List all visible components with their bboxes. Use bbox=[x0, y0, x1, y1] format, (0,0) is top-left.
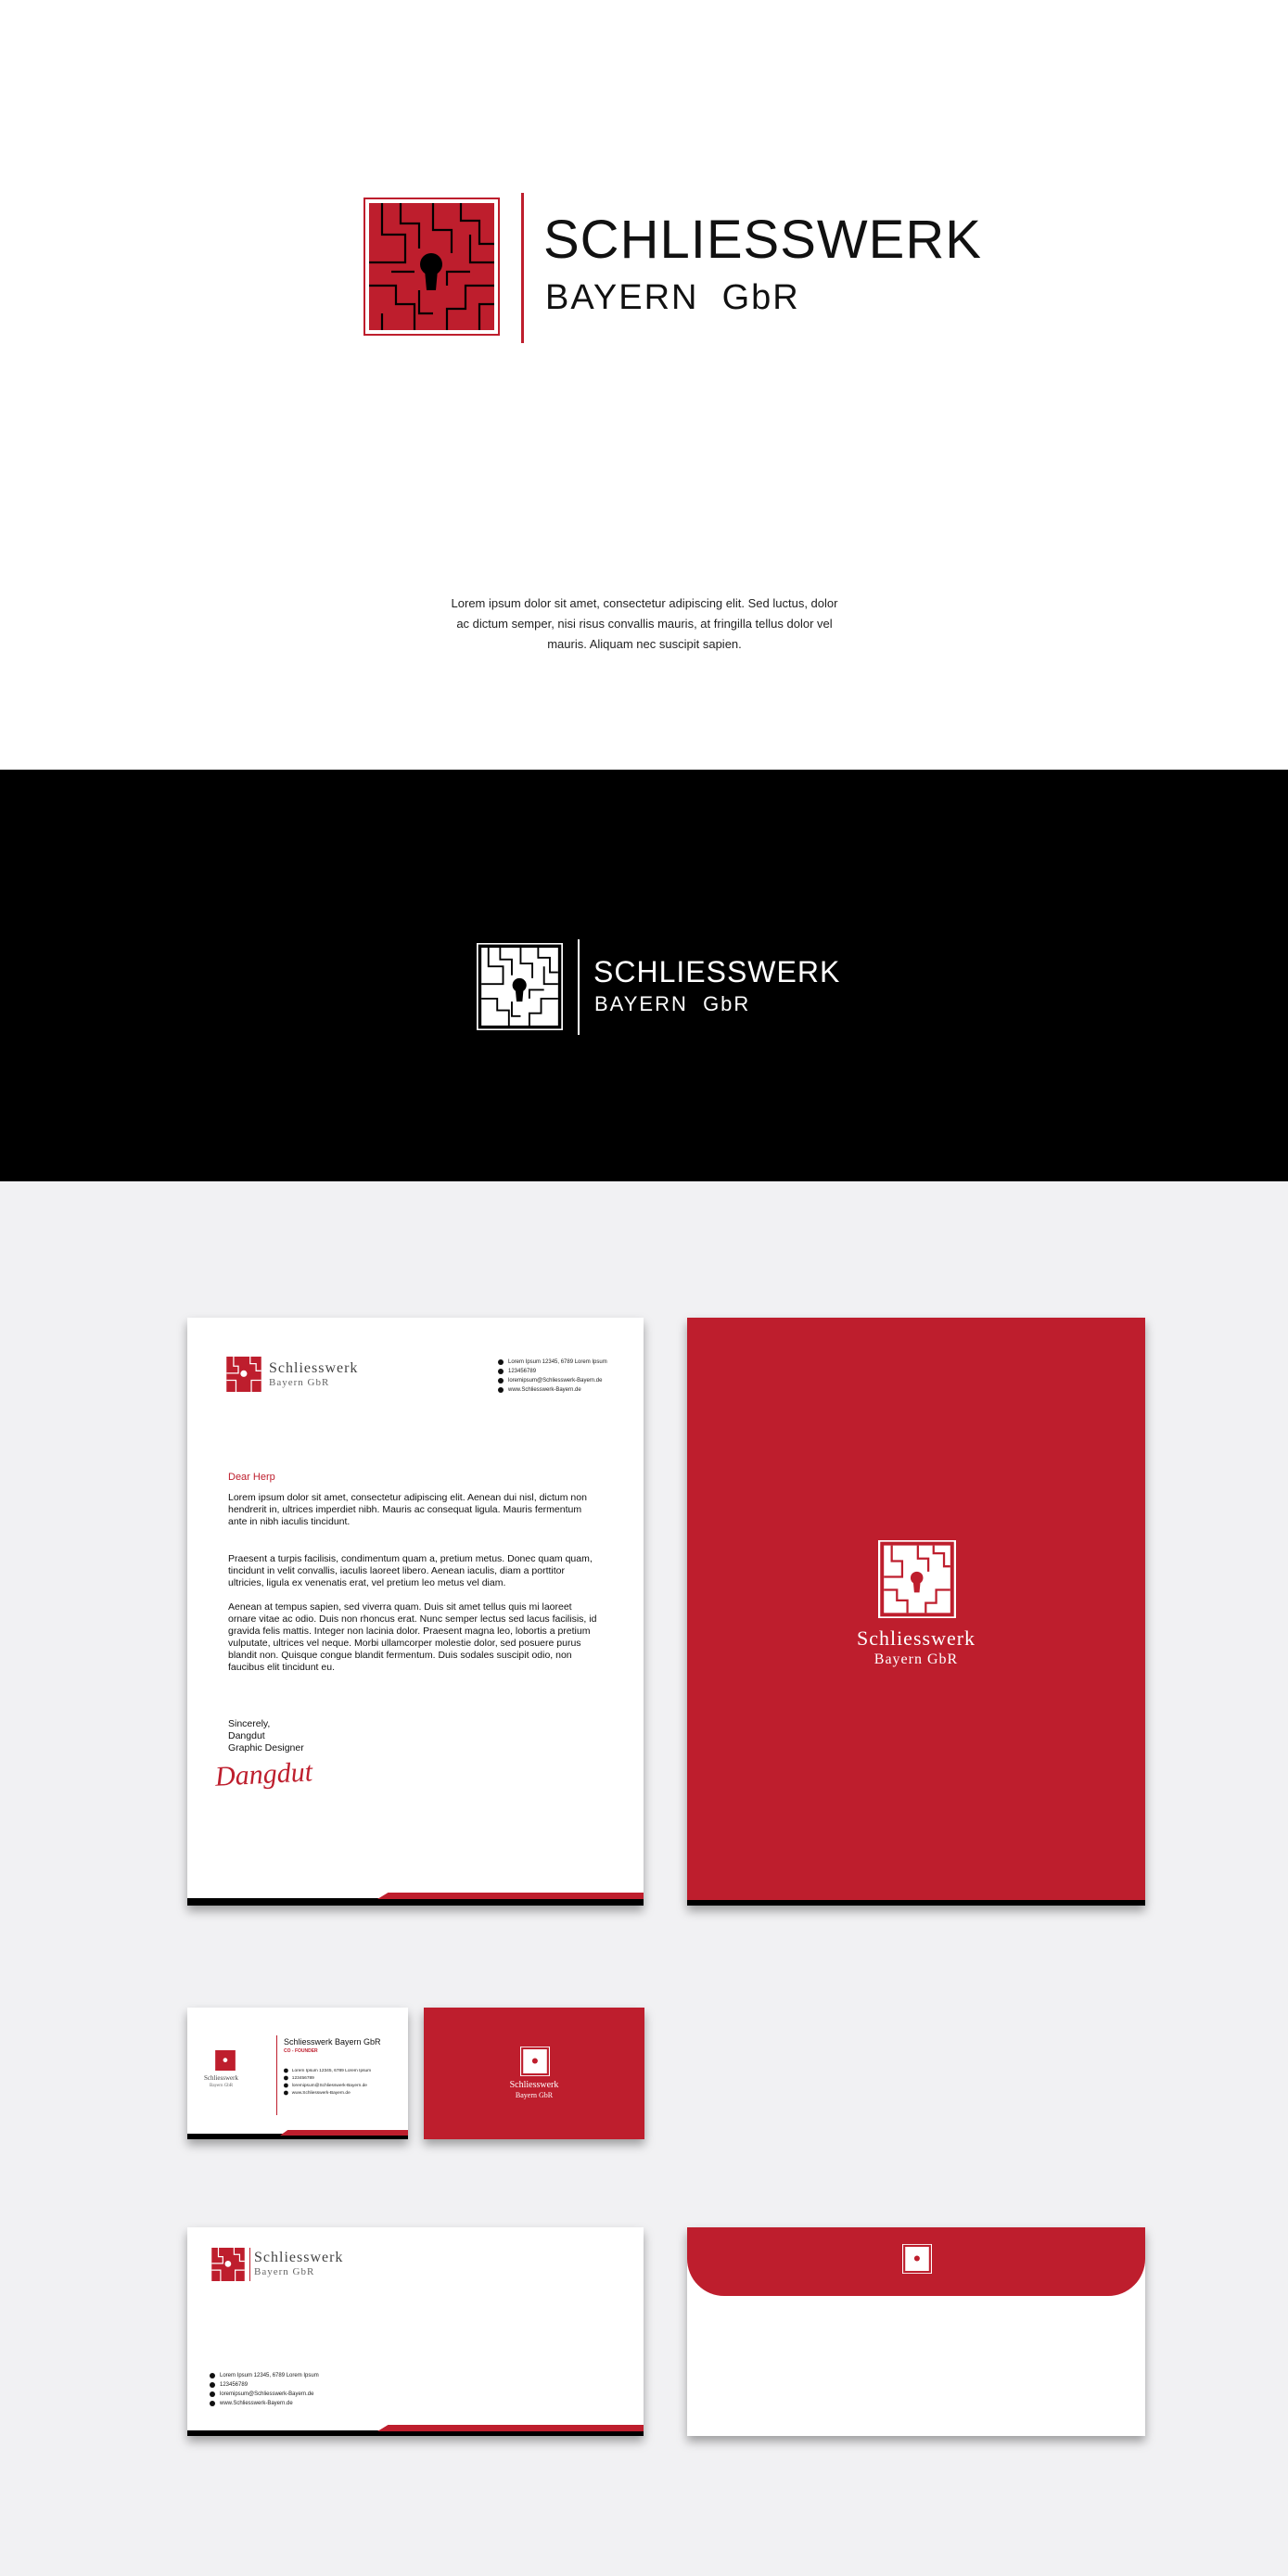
map-pin-icon bbox=[498, 1359, 504, 1365]
letter-paragraph-1: Lorem ipsum dolor sit amet, consectetur adipiscing elit. Aenean dui nisl, dictum non hendrerit in, ultrices imperdiet nibh. Mauris ac consequat ligula. Mauris fermentum ante in nibh iaculis tincidunt. bbox=[228, 1492, 587, 1527]
envelope-contact-phone: 123456789 bbox=[210, 2380, 319, 2390]
letter-title: Graphic Designer bbox=[228, 1742, 304, 1753]
card-logo-icon bbox=[215, 2050, 236, 2071]
cover-wordmark-line2: Bayern GbR bbox=[874, 1651, 959, 1667]
card-footer-red bbox=[280, 2130, 408, 2136]
mail-icon bbox=[210, 2391, 215, 2397]
envelope-front bbox=[187, 2227, 644, 2436]
envelope-contact-email: loremipsum@Schliesswerk-Bayern.de bbox=[210, 2390, 319, 2399]
contact-address: Lorem Ipsum 12345, 6789 Lorem Ipsum bbox=[498, 1358, 607, 1367]
letterhead-footer-red bbox=[377, 1893, 644, 1899]
envelope-back bbox=[687, 2227, 1145, 2436]
cover-bottom-bar bbox=[687, 1900, 1145, 1906]
logo-section-white bbox=[0, 0, 1288, 770]
contact-email: loremipsum@Schliesswerk-Bayern.de bbox=[498, 1376, 607, 1385]
envelope-wordmark-line2: Bayern GbR bbox=[254, 2266, 315, 2277]
wordmark-line1-white: SCHLIESSWERK bbox=[593, 955, 841, 988]
letterhead-logo-icon bbox=[226, 1357, 261, 1392]
card-wordmark-line2: Bayern GbR bbox=[210, 2084, 234, 2088]
contact-phone: 123456789 bbox=[498, 1367, 607, 1376]
letter-paragraph-3: Aenean at tempus sapien, sed viverra quam. Duis sit amet tellus quis mi laoreet ornare vitae ac odio. Duis non rhoncus erat. Nunc semper lectus sed lacus facilisis, id gravida felis mattis. Integer non lacinia dolor. Praesent magna leo, lobortis a pretium vulputate, ultrices vel neque. Morbi ullamcorper molestie dolor, sed posuere purus blandit non. Quisque congue blandit fermentum. Duis sodales suscipit odio, non faucibus elit tincidunt eu. bbox=[228, 1601, 597, 1673]
envelope-contact-address: Lorem Ipsum 12345, 6789 Lorem Ipsum bbox=[210, 2371, 319, 2380]
card-back-wordmark-line2: Bayern GbR bbox=[515, 2091, 554, 2099]
business-card-back bbox=[424, 2008, 644, 2139]
card-back-logo-icon bbox=[520, 2047, 550, 2076]
phone-icon bbox=[284, 2076, 288, 2081]
wordmark-line1: SCHLIESSWERK bbox=[543, 210, 982, 270]
card-back-wordmark-line1: Schliesswerk bbox=[509, 2080, 559, 2090]
envelope-footer-red bbox=[377, 2425, 644, 2431]
map-pin-icon bbox=[210, 2373, 215, 2378]
envelope-logo-icon bbox=[211, 2248, 245, 2281]
card-role: CO - FOUNDER bbox=[284, 2048, 318, 2054]
card-contact-email: loremipsum@Schliesswerk-Bayern.de bbox=[284, 2082, 371, 2089]
stationery-section bbox=[0, 1181, 1288, 2576]
mail-icon bbox=[498, 1378, 504, 1384]
letterhead-contact bbox=[498, 1358, 607, 1395]
logo-divider bbox=[521, 193, 524, 343]
globe-icon bbox=[210, 2401, 215, 2406]
letterhead-footer-black bbox=[187, 1898, 644, 1906]
envelope-contact bbox=[210, 2371, 319, 2408]
phone-icon bbox=[210, 2382, 215, 2388]
logo-section-black bbox=[0, 770, 1288, 1181]
card-contact-address: Lorem Ipsum 12345, 6789 Lorem Ipsum bbox=[284, 2067, 371, 2074]
globe-icon bbox=[284, 2091, 288, 2096]
card-company: Schliesswerk Bayern GbR bbox=[284, 2037, 381, 2047]
letterhead-wordmark-line1: Schliesswerk bbox=[269, 1360, 359, 1376]
mail-icon bbox=[284, 2084, 288, 2088]
red-cover bbox=[687, 1318, 1145, 1906]
business-card-front bbox=[187, 2008, 408, 2139]
card-contact-phone: 123456789 bbox=[284, 2074, 371, 2082]
brand-description: Lorem ipsum dolor sit amet, consectetur adipiscing elit. Sed luctus, dolor ac dictum semper, nisi risus convallis mauris, at fringilla tellus dolor vel mauris. Aliquam nec suscipit sapien. bbox=[451, 596, 838, 651]
keyhole-maze-logo-white-icon bbox=[477, 943, 563, 1030]
card-contact-web: www.Schliesswerk-Bayern.de bbox=[284, 2089, 371, 2097]
card-wordmark-line1: Schliesswerk bbox=[204, 2074, 238, 2082]
cover-logo-icon bbox=[878, 1540, 956, 1618]
card-contact bbox=[284, 2067, 371, 2097]
wordmark-line2-white: BAYERN GbR bbox=[594, 992, 751, 1015]
logo-divider-white bbox=[578, 939, 580, 1035]
contact-web: www.Schliesswerk-Bayern.de bbox=[498, 1385, 607, 1395]
envelope-flap-logo-icon bbox=[902, 2244, 932, 2274]
letterhead-wordmark-line2: Bayern GbR bbox=[269, 1377, 330, 1388]
letter-closing: Sincerely, bbox=[228, 1718, 271, 1729]
letter-greeting: Dear Herp bbox=[228, 1472, 275, 1483]
signature: Dangdut bbox=[214, 1756, 313, 1792]
phone-icon bbox=[498, 1369, 504, 1374]
envelope-contact-web: www.Schliesswerk-Bayern.de bbox=[210, 2399, 319, 2408]
keyhole-maze-logo-icon bbox=[363, 198, 500, 336]
letterhead bbox=[187, 1318, 644, 1906]
envelope-wordmark-line1: Schliesswerk bbox=[254, 2250, 344, 2265]
envelope-divider bbox=[249, 2248, 250, 2281]
map-pin-icon bbox=[284, 2069, 288, 2073]
globe-icon bbox=[498, 1387, 504, 1393]
letter-name: Dangdut bbox=[228, 1730, 265, 1741]
letter-paragraph-2: Praesent a turpis facilisis, condimentum quam a, pretium metus. Donec quam quam, tincidunt in velit convallis, iaculis laoreet libero. Aenean iaculis, diam a porttitor ultricies, ligula ex venenatis erat, vel pretium leo metus vel diam. bbox=[228, 1553, 593, 1588]
card-divider bbox=[276, 2035, 277, 2115]
wordmark-line2: BAYERN GbR bbox=[545, 278, 800, 317]
cover-wordmark-line1: Schliesswerk bbox=[856, 1626, 976, 1650]
